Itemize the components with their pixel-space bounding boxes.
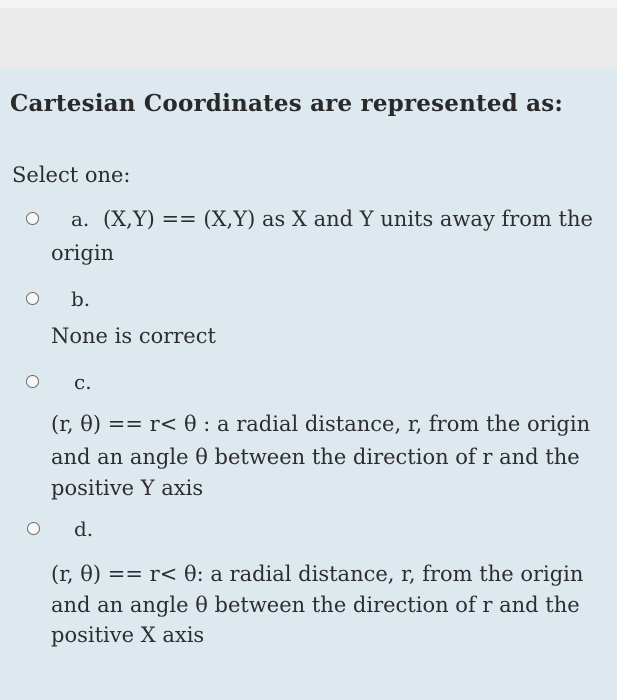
question-title: Cartesian Coordinates are represented as: xyxy=(10,90,564,117)
option-c-line3: positive Y axis xyxy=(51,476,204,500)
option-d-line3: positive X axis xyxy=(51,623,205,647)
option-c-letter: c. xyxy=(74,370,92,394)
option-b-text: None is correct xyxy=(51,324,216,348)
option-b-letter: b. xyxy=(71,287,91,311)
option-c-line2: and an angle θ between the direction of r and the xyxy=(51,445,580,469)
option-d-line2: and an angle θ between the direction of r and the xyxy=(51,593,580,617)
option-d-letter: d. xyxy=(74,517,94,541)
option-a-text-continued: origin xyxy=(51,241,115,265)
radio-option-d[interactable] xyxy=(27,522,40,535)
option-d-line1: (r, θ) == r< θ: a radial distance, r, from the origin xyxy=(51,562,584,586)
option-a-text: (X,Y) == (X,Y) as X and Y units away from the xyxy=(103,207,593,231)
select-one-label: Select one: xyxy=(12,163,131,187)
radio-option-c[interactable] xyxy=(26,375,39,388)
option-c-line1: (r, θ) == r< θ : a radial distance, r, from the origin xyxy=(51,412,591,436)
option-a-letter: a. xyxy=(71,207,90,231)
header-area xyxy=(0,8,617,68)
radio-option-b[interactable] xyxy=(26,292,39,305)
radio-option-a[interactable] xyxy=(26,212,39,225)
